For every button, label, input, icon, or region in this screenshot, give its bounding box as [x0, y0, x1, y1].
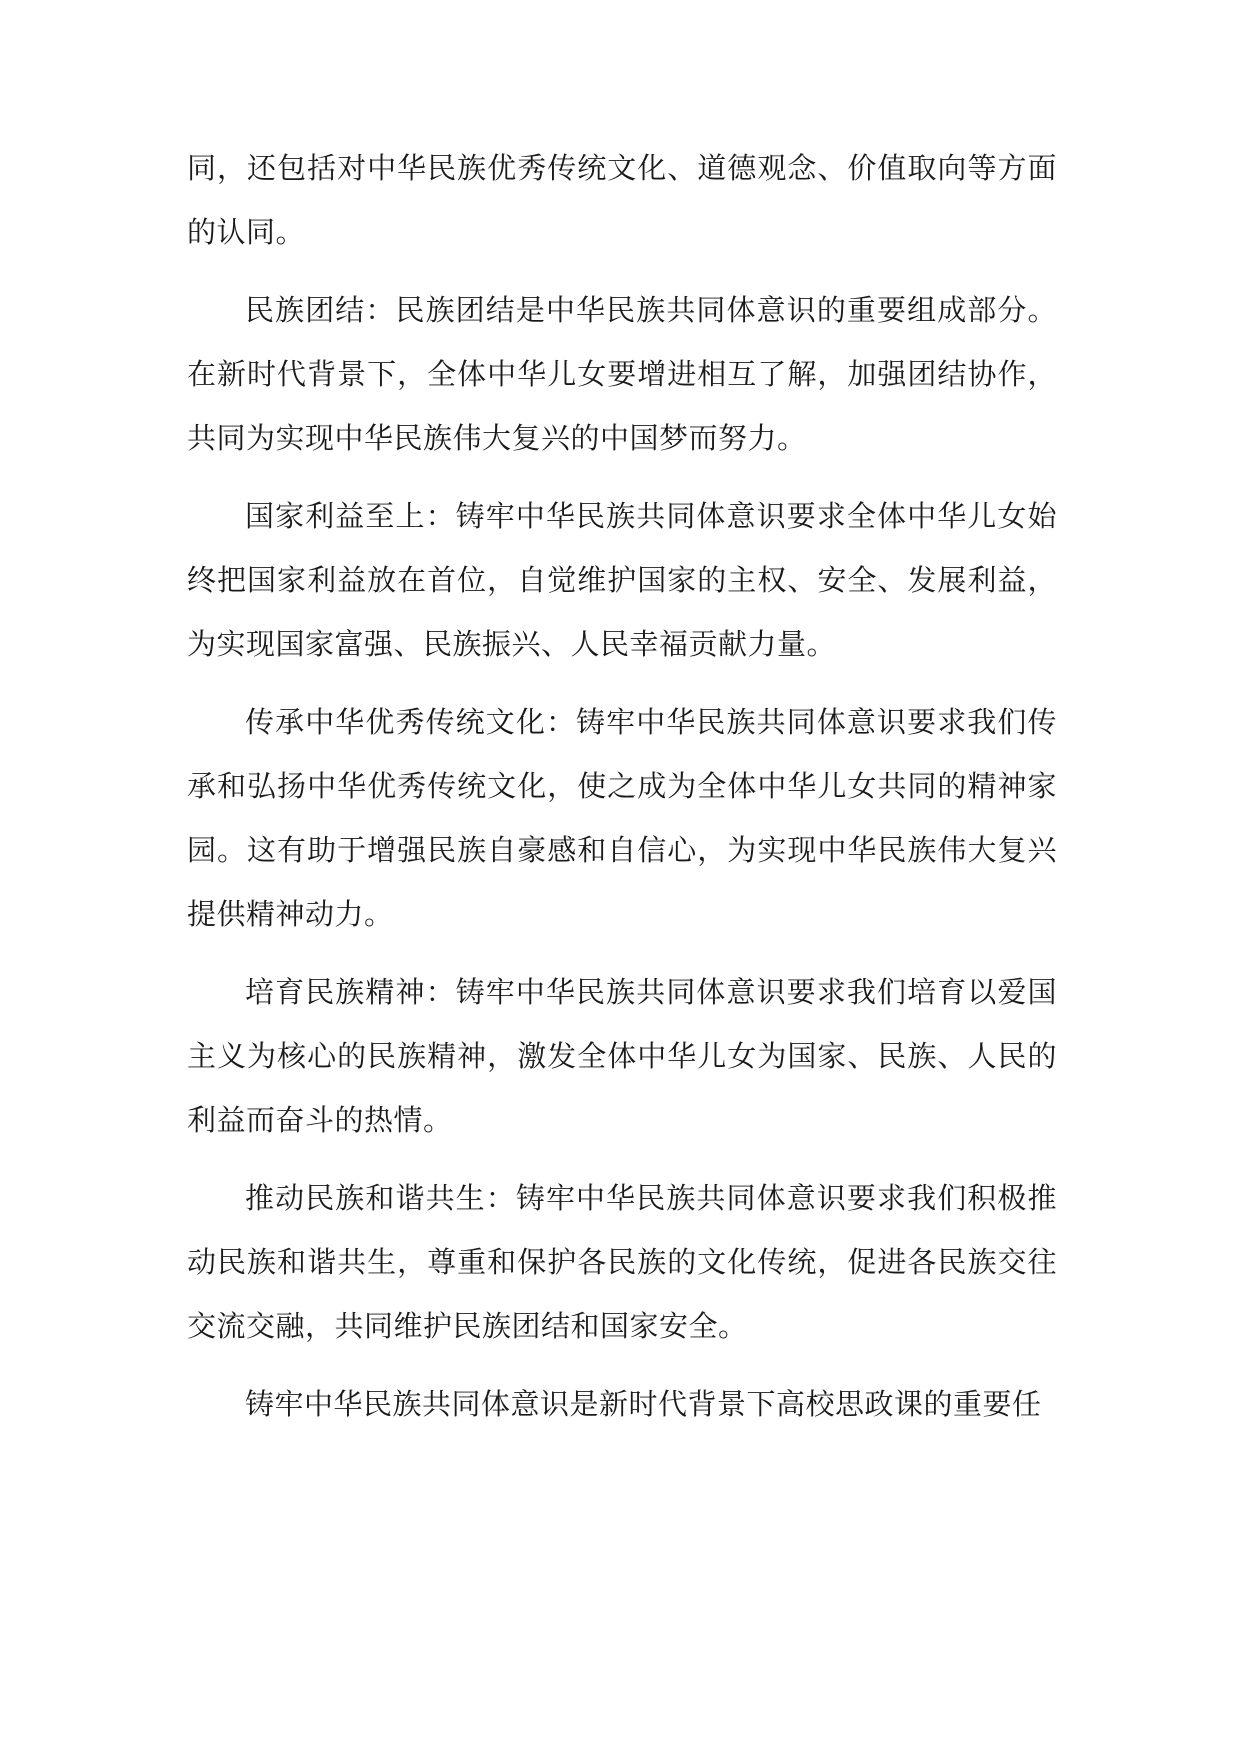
- paragraph-continuation: 同，还包括对中华民族优秀传统文化、道德观念、价值取向等方面的认同。: [187, 151, 1057, 249]
- paragraph-national-spirit: 培育民族精神：铸牢中华民族共同体意识要求我们培育以爱国主义为核心的民族精神，激发全体中华儿女为国家、民族、人民的利益而奋斗的热情。: [187, 975, 1057, 1137]
- paragraph-ethnic-harmony: 推动民族和谐共生：铸牢中华民族共同体意识要求我们积极推动民族和谐共生，尊重和保护各民族的文化传统，促进各民族交往交流交融，共同维护民族团结和国家安全。: [187, 1181, 1057, 1343]
- paragraph-conclusion-start: 铸牢中华民族共同体意识是新时代背景下高校思政课的重要任: [245, 1387, 1042, 1421]
- document-body: [187, 136, 1057, 1450]
- paragraph-national-unity: 民族团结：民族团结是中华民族共同体意识的重要组成部分。在新时代背景下，全体中华儿女要增进相互了解，加强团结协作，共同为实现中华民族伟大复兴的中国梦而努力。: [187, 293, 1057, 455]
- paragraph-traditional-culture: 传承中华优秀传统文化：铸牢中华民族共同体意识要求我们传承和弘扬中华优秀传统文化，使之成为全体中华儿女共同的精神家园。这有助于增强民族自豪感和自信心，为实现中华民族伟大复兴提供精神动力。: [187, 705, 1057, 931]
- paragraph-national-interest: 国家利益至上：铸牢中华民族共同体意识要求全体中华儿女始终把国家利益放在首位，自觉维护国家的主权、安全、发展利益，为实现国家富强、民族振兴、人民幸福贡献力量。: [187, 499, 1057, 661]
